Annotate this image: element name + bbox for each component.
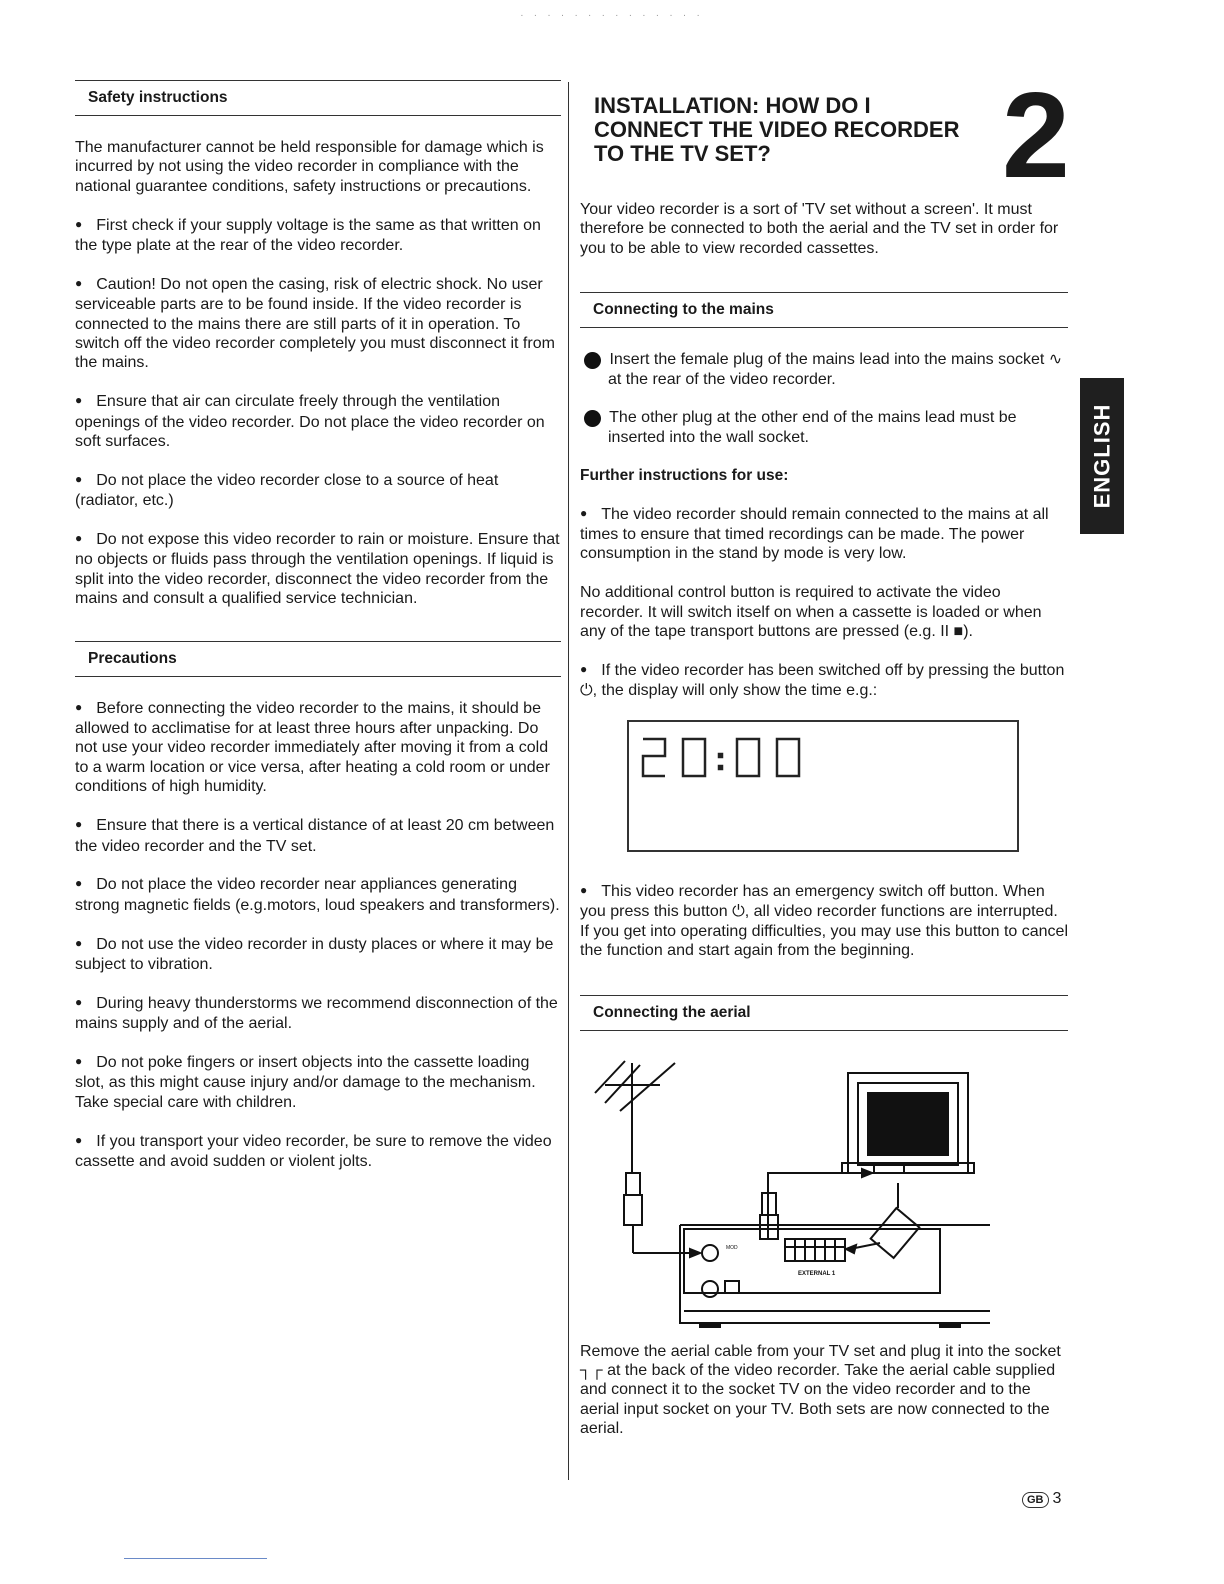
left-column bbox=[75, 80, 561, 1191]
aerial-connection-diagram bbox=[580, 1053, 1068, 1338]
further-p4: ● This video recorder has an emergency switch off button. When you press this button ⏻, all video recorder functions are interrupted. If you get into operating difficulties, you may use this button to cancel the function and start again from the beginning. bbox=[580, 882, 1068, 961]
right-column bbox=[577, 80, 1068, 1458]
safety-item: ● First check if your supply voltage is the same as that written on the type plate at the rear of the video recorder. bbox=[75, 216, 561, 256]
mains-step-1 bbox=[577, 350, 1068, 389]
precaution-item: ● During heavy thunderstorms we recommend disconnection of the mains supply and of the aerial. bbox=[75, 994, 561, 1034]
precaution-item: ● Do not use the video recorder in dusty places or where it may be subject to vibration. bbox=[75, 935, 561, 975]
mains-step-1-text: Insert the female plug of the mains lead into the mains socket ∿ at the rear of the video recorder. bbox=[608, 351, 1063, 388]
step-number-icon: 2 bbox=[584, 410, 601, 427]
safety-item: ● Do not place the video recorder close to a source of heat (radiator, etc.) bbox=[75, 471, 561, 511]
column-divider bbox=[568, 82, 569, 1480]
safety-item: ● Do not expose this video recorder to rain or moisture. Ensure that no objects or fluids pass through the ventilation openings. If liquid is split into the video recorder, disconnect the video recorder from the mains and consult a qualified service technician. bbox=[75, 530, 561, 609]
mains-step-2-text: The other plug at the other end of the mains lead must be inserted into the wall socket. bbox=[608, 409, 1017, 446]
precaution-item: ● Do not poke fingers or insert objects into the cassette loading slot, as this might cause injury and/or damage to the mechanism. Take special care with children. bbox=[75, 1053, 561, 1112]
language-tab bbox=[1080, 378, 1124, 534]
precaution-item: ● Ensure that there is a vertical distance of at least 20 cm between the video recorder and the TV set. bbox=[75, 816, 561, 856]
precaution-item: ● If you transport your video recorder, be sure to remove the video cassette and avoid sudden or violent jolts. bbox=[75, 1132, 561, 1172]
precaution-item: ● Do not place the video recorder near appliances generating strong magnetic fields (e.g.motors, loud speakers and transformers). bbox=[75, 875, 561, 915]
further-instructions-heading: Further instructions for use: bbox=[580, 466, 789, 484]
mod-label: MOD bbox=[726, 1244, 738, 1251]
aerial-diagram-svg bbox=[580, 1053, 1000, 1333]
precaution-item: ● Before connecting the video recorder to the mains, it should be allowed to acclimatise for at least three hours after unpacking. Do not use your video recorder immediately after moving it from a cold to a warm location or vice versa, after heating a cold room or under conditions of high humidity. bbox=[75, 699, 561, 797]
chapter-number: 2 bbox=[1002, 67, 1070, 203]
lcd-time bbox=[637, 734, 807, 789]
lcd-time-digits bbox=[637, 734, 807, 784]
page-number bbox=[1022, 1490, 1061, 1508]
step-number-icon: 1 bbox=[584, 352, 601, 369]
external-label: EXTERNAL 1 bbox=[798, 1270, 836, 1277]
intro-text: Your video recorder is a sort of 'TV set without a screen'. It must therefore be connected to both the aerial and the TV set in order for you to be able to view recorded cassettes. bbox=[580, 201, 1059, 257]
page-number-value: 3 bbox=[1052, 1490, 1062, 1507]
mains-step-2 bbox=[577, 408, 1068, 447]
safety-intro: The manufacturer cannot be held responsible for damage which is incurred by not using the video recorder in compliance with the national guarantee conditions, safety instructions or precautions. bbox=[75, 139, 544, 195]
bottom-scan-line bbox=[124, 1558, 267, 1559]
safety-heading: Safety instructions bbox=[75, 80, 561, 116]
mains-heading: Connecting to the mains bbox=[580, 292, 1068, 328]
precautions-heading: Precautions bbox=[75, 641, 561, 677]
language-tab-label: ENGLISH bbox=[1089, 403, 1115, 509]
further-p1: ● The video recorder should remain connected to the mains at all times to ensure that timed recordings can be made. The power consumption in the stand by mode is very low. bbox=[580, 505, 1068, 564]
region-badge: GB bbox=[1022, 1492, 1049, 1508]
page-title: INSTALLATION: HOW DO I CONNECT THE VIDEO RECORDER TO THE TV SET? bbox=[594, 93, 960, 166]
aerial-text: Remove the aerial cable from your TV set and plug it into the socket ┐┌ at the back of the video recorder. Take the aerial cable supplied and connect it to the socket TV on the video recorder and to the aerial input socket on your TV. Both sets are now connected to the aerial. bbox=[580, 1342, 1061, 1438]
safety-item: ● Ensure that air can circulate freely through the ventilation openings of the video recorder. Do not place the video recorder on soft surfaces. bbox=[75, 392, 561, 451]
further-p2: No additional control button is required to activate the video recorder. It will switch itself on when a cassette is loaded or when any of the tape transport buttons are pressed (e.g. II ■). bbox=[580, 584, 1042, 641]
further-p3: ● If the video recorder has been switched off by pressing the button ⏻, the display will only show the time e.g.: bbox=[580, 661, 1068, 701]
safety-item: ● Caution! Do not open the casing, risk of electric shock. No user serviceable parts are to be found inside. If the video recorder is connected to the mains there are still parts of it in operation. To switch off the video recorder completely you must disconnect it from the mains. bbox=[75, 275, 561, 373]
lcd-display bbox=[627, 720, 1019, 852]
aerial-heading: Connecting the aerial bbox=[580, 995, 1068, 1031]
scan-noise: . . . . . . . . . . . . . . bbox=[520, 8, 704, 19]
